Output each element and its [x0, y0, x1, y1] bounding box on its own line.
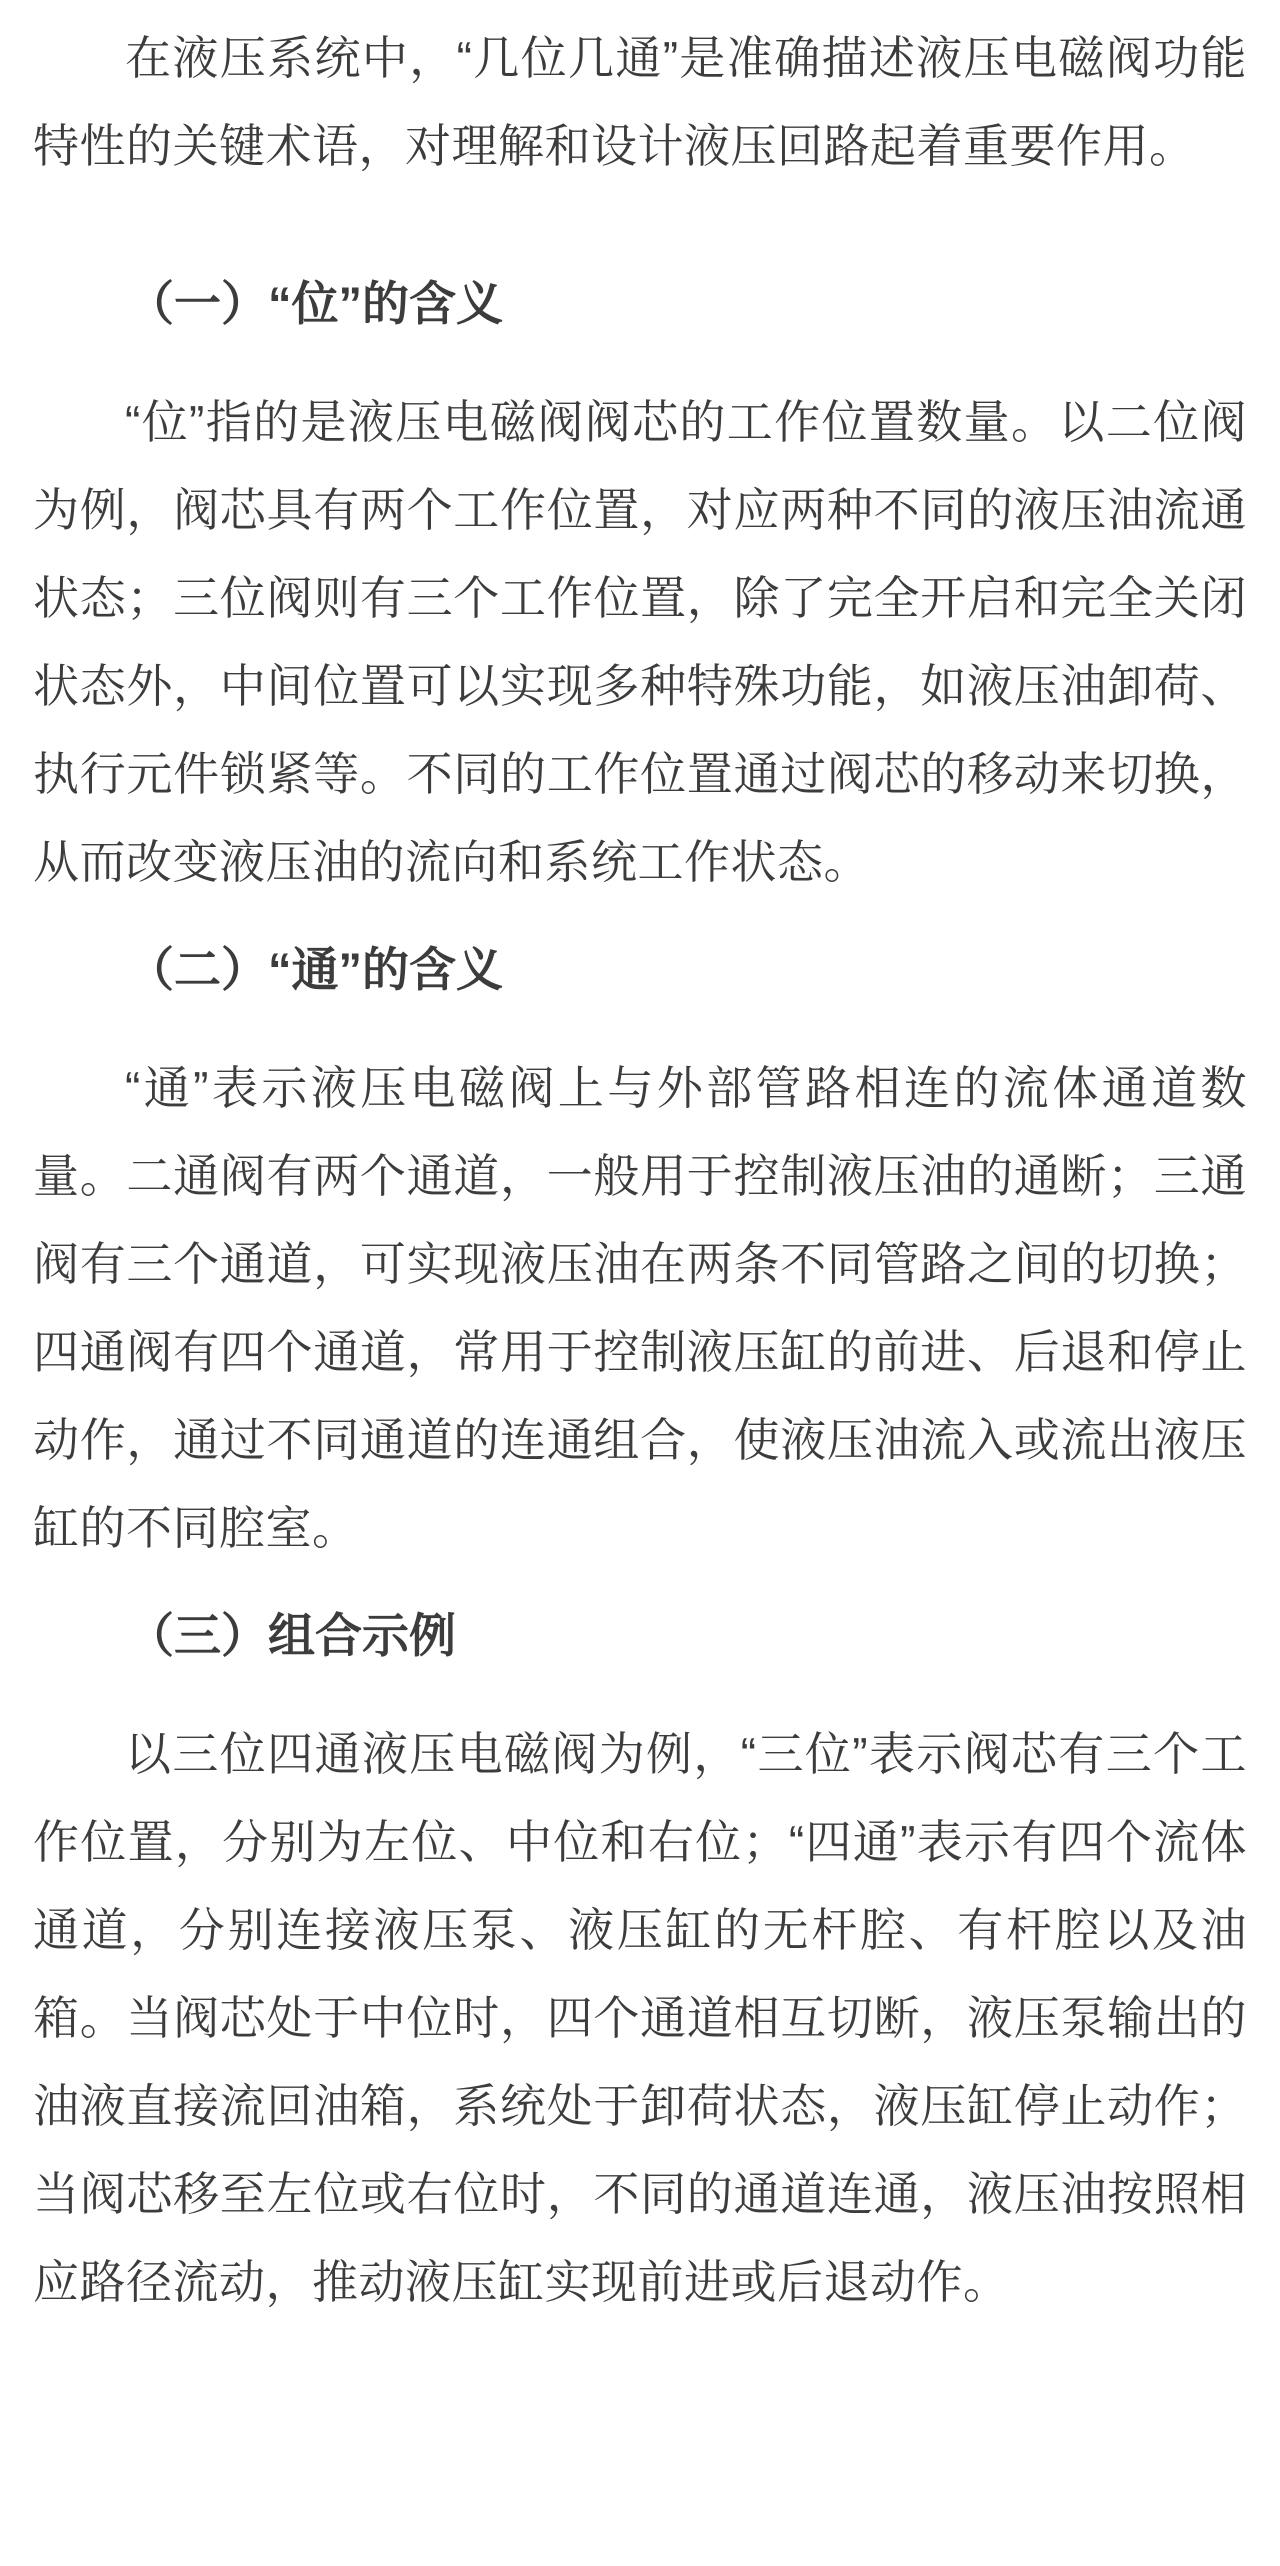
- section-paragraph-way: “通”表示液压电磁阀上与外部管路相连的流体通道数量。二通阀有两个通道，一般用于控制液压油的通断；三通阀有三个通道，可实现液压油在两条不同管路之间的切换；四通阀有四个通道，常用于控制液压缸的前进、后退和停止动作，通过不同通道的连通组合，使液压油流入或流出液压缸的不同腔室。: [33, 1062, 1247, 1554]
- intro-paragraph: 在液压系统中，“几位几通”是准确描述液压电磁阀功能特性的关键术语，对理解和设计液压回路起着重要作用。: [33, 32, 1247, 172]
- section-heading-example: （三）组合示例: [127, 1609, 456, 1662]
- section-position-meaning: [33, 260, 1247, 906]
- section-paragraph-example: 以三位四通液压电磁阀为例，“三位”表示阀芯有三个工作位置，分别为左位、中位和右位；“四通”表示有四个流体通道，分别连接液压泵、液压缸的无杆腔、有杆腔以及油箱。当阀芯处于中位时，四个通道相互切断，液压泵输出的油液直接流回油箱，系统处于卸荷状态，液压缸停止动作；当阀芯移至左位或右位时，不同的通道连通，液压油按照相应路径流动，推动液压缸实现前进或后退动作。: [33, 1728, 1247, 2308]
- section-heading-way: （二）“通”的含义: [127, 943, 503, 996]
- section-combination-example: [33, 1592, 1247, 2326]
- section-paragraph-position: “位”指的是液压电磁阀阀芯的工作位置数量。以二位阀为例，阀芯具有两个工作位置，对应两种不同的液压油流通状态；三位阀则有三个工作位置，除了完全开启和完全关闭状态外，中间位置可以实现多种特殊功能，如液压油卸荷、执行元件锁紧等。不同的工作位置通过阀芯的移动来切换，从而改变液压油的流向和系统工作状态。: [33, 396, 1247, 888]
- section-heading-position: （一）“位”的含义: [127, 277, 503, 330]
- section-way-meaning: [33, 926, 1247, 1572]
